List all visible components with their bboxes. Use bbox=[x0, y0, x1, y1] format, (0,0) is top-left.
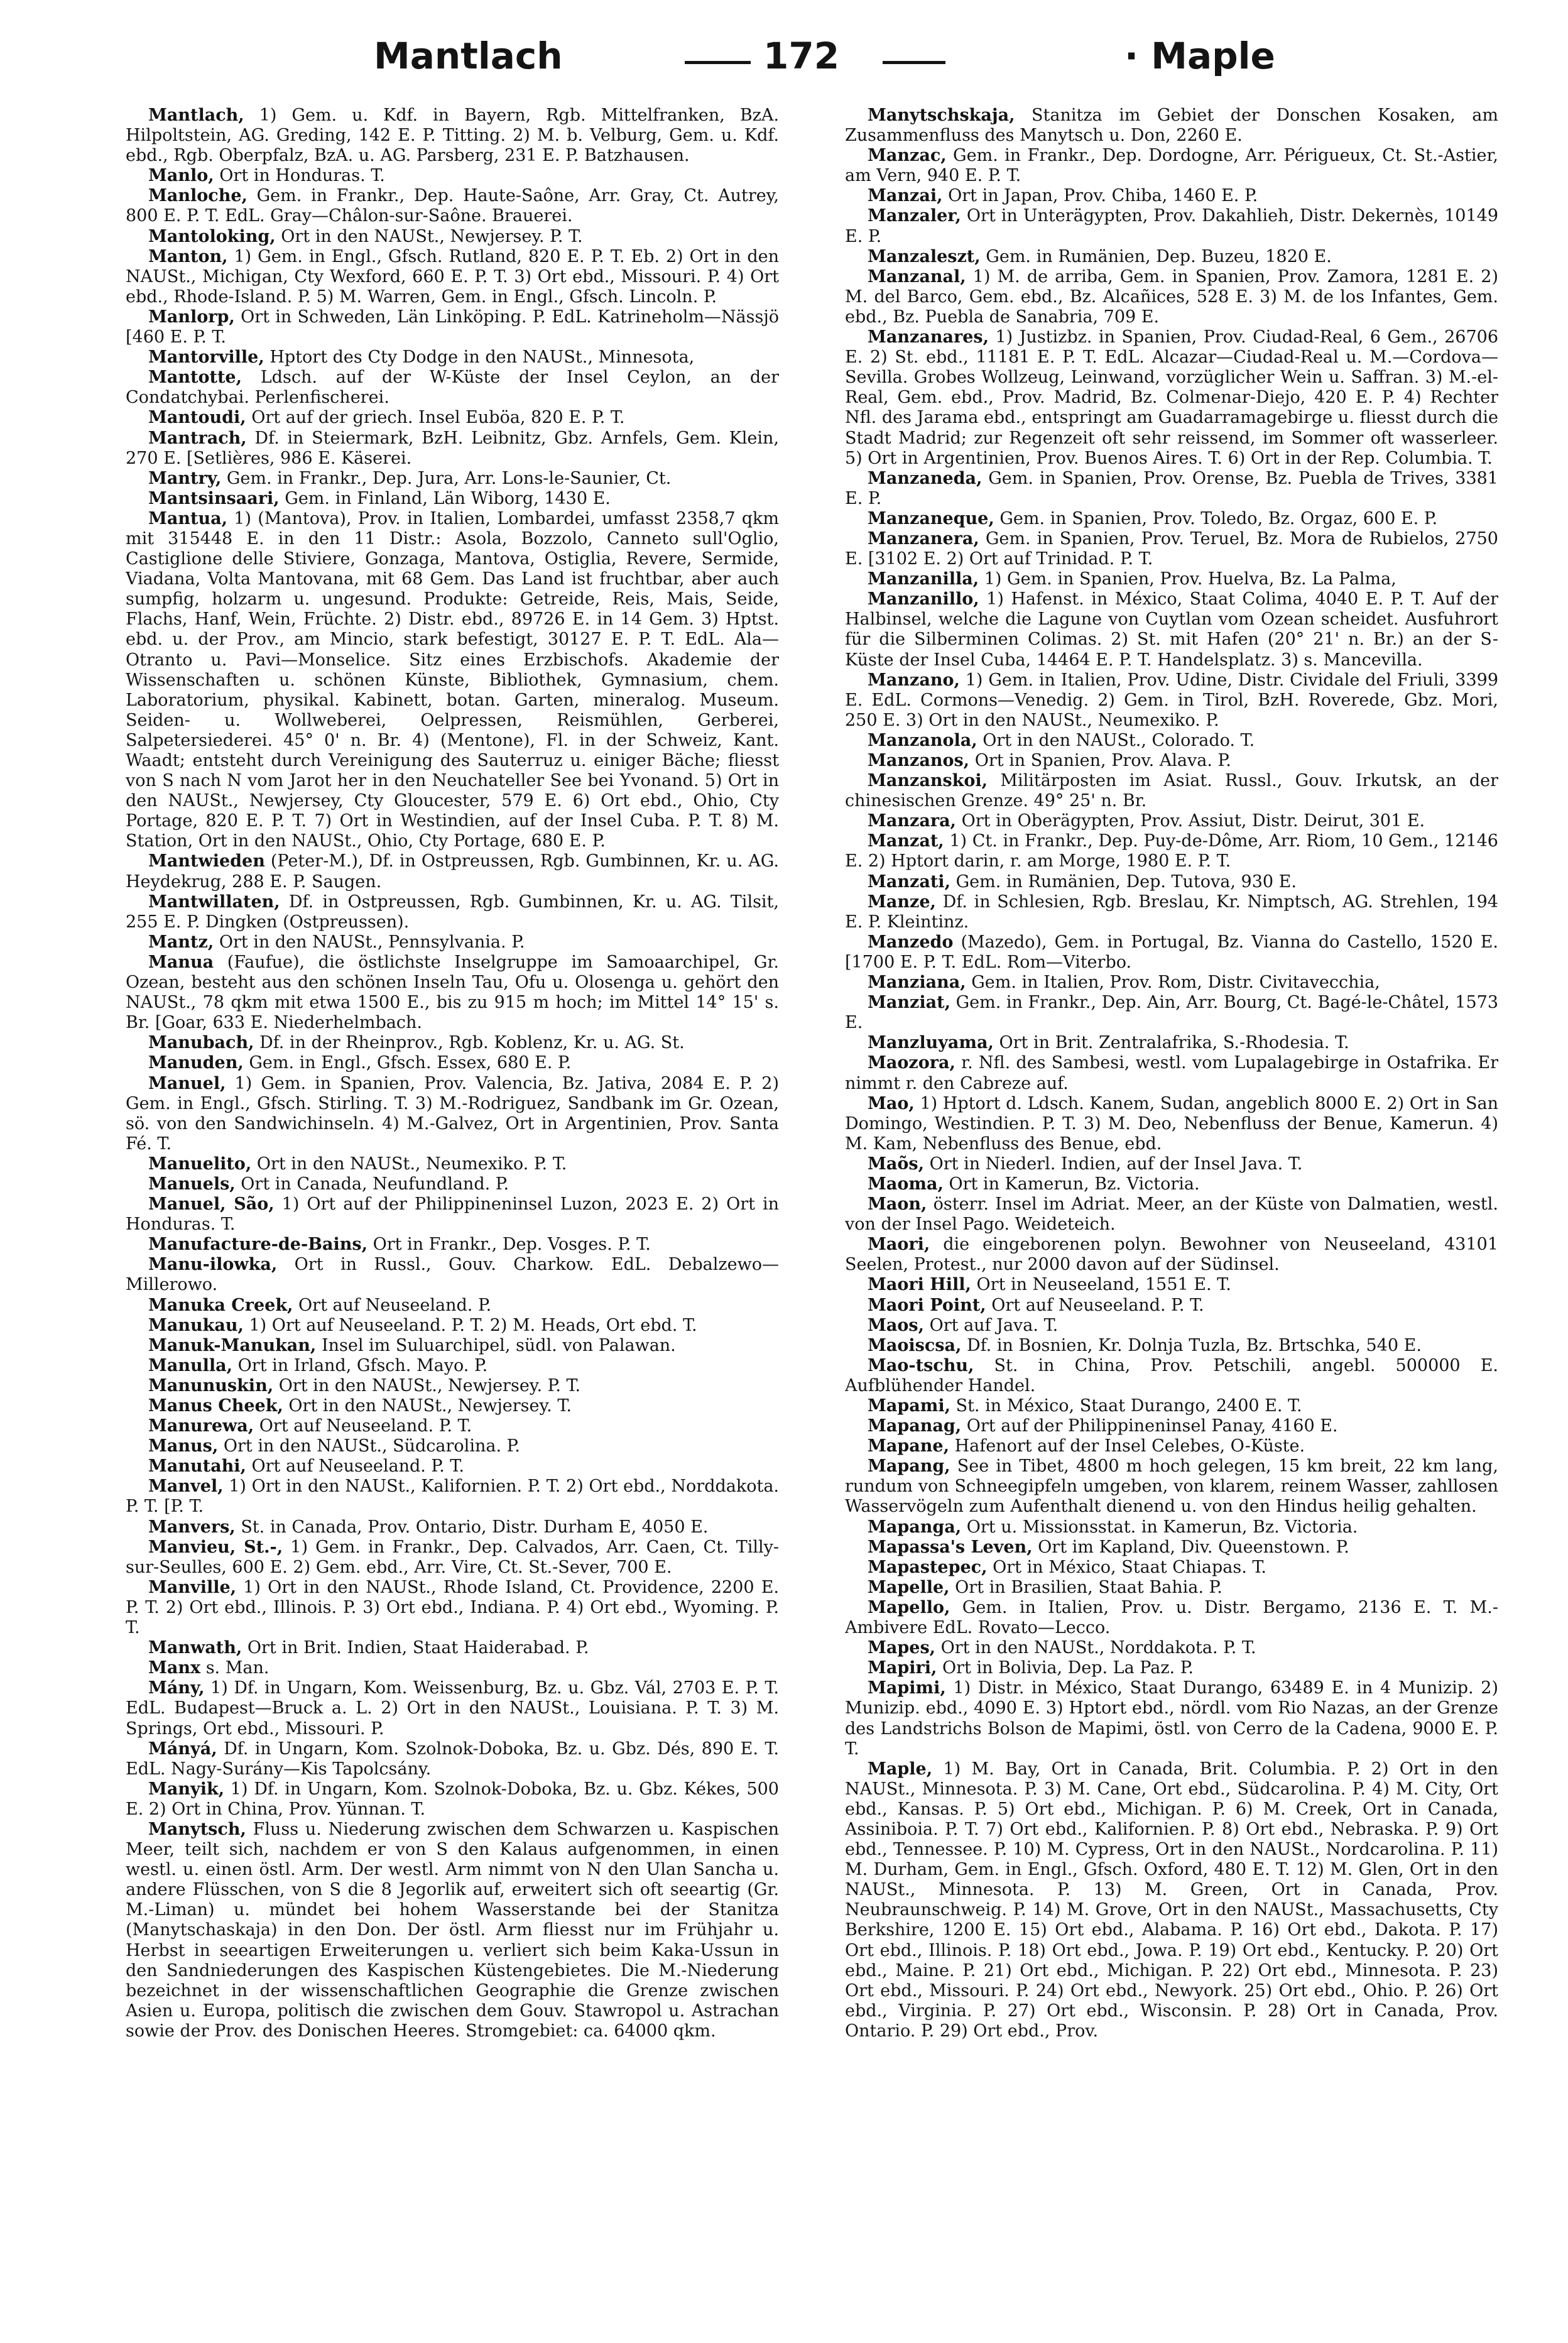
entry-text: (Mazedo), Gem. in Portugal, Bz. Vianna do Castello, 1520 E. [1700 E. P. T. EdL. Rom—Viterbo. bbox=[845, 932, 1498, 972]
entry-headword: Manus, bbox=[148, 1436, 219, 1456]
header-left-keyword: Mantlach bbox=[374, 35, 563, 77]
dictionary-entry bbox=[126, 1336, 779, 1356]
dictionary-entry bbox=[845, 1558, 1498, 1578]
entry-text: Ort auf Neuseeland. P. T. bbox=[991, 1295, 1204, 1315]
entry-headword: Maori Hill, bbox=[868, 1275, 971, 1295]
entry-headword: Manziana, bbox=[868, 973, 966, 993]
entry-text: Ort in den NAUSt., Pennsylvania. P. bbox=[219, 932, 525, 952]
entry-headword: Manvieu, St.-, bbox=[148, 1537, 283, 1557]
entry-text: 1) Gem. in Italien, Prov. Udine, Distr. Cividale del Friuli, 3399 E. EdL. Cormons—Venedig. 2) Gem. in Tirol, BzH. Roverede, Gbz. Mori, 250 E. 3) Ort in den NAUSt., Neumexiko. P. bbox=[845, 670, 1498, 730]
dictionary-entry bbox=[126, 1316, 779, 1336]
entry-text: 1) Distr. in México, Staat Durango, 63489 E. in 4 Munizip. 2) Munizip. ebd., 4090 E. 3) Hptort ebd., nördl. vom Rio Nazas, an der Grenze des Landstrichs Bolson de Mapimi, östl. von Cerro de la Cadena, 9000 E. P. T. bbox=[845, 1678, 1498, 1759]
dictionary-entry bbox=[845, 1235, 1498, 1275]
entry-headword: Manuels, bbox=[148, 1174, 236, 1194]
entry-headword: Manloche, bbox=[148, 186, 248, 206]
dictionary-entry bbox=[845, 1094, 1498, 1154]
dictionary-entry bbox=[845, 1759, 1498, 2041]
entry-headword: Manytsch, bbox=[148, 1819, 246, 1839]
dictionary-entry bbox=[126, 1517, 779, 1537]
entry-headword: Manzaneda, bbox=[868, 468, 983, 488]
entry-text: Gem. in Spanien, Prov. Teruel, Bz. Mora de Rubielos, 2750 E. [3102 E. 2) Ort auf Trinidad. P. T. bbox=[845, 528, 1498, 569]
entry-text: Ort auf Neuseeland. P. bbox=[298, 1295, 492, 1315]
dictionary-entry bbox=[845, 1678, 1498, 1759]
dictionary-entry bbox=[126, 408, 779, 428]
dictionary-entry bbox=[845, 327, 1498, 469]
entry-text: Gem. in Italien, Prov. Rom, Distr. Civitavecchia, bbox=[971, 973, 1380, 993]
entry-text: Ort in Brit. Indien, Staat Haiderabad. P. bbox=[247, 1638, 589, 1658]
dictionary-entry bbox=[126, 469, 779, 489]
entry-headword: Mány, bbox=[148, 1678, 205, 1698]
entry-headword: Manuelito, bbox=[148, 1154, 252, 1174]
dictionary-entry bbox=[126, 247, 779, 307]
entry-headword: Mapelle, bbox=[868, 1577, 950, 1597]
entry-text: Hafenort auf der Insel Celebes, O-Küste. bbox=[954, 1436, 1305, 1456]
entry-headword: Mantorville, bbox=[148, 347, 264, 368]
dictionary-entry bbox=[126, 307, 779, 347]
entry-text: Df. in Schlesien, Rgb. Breslau, Kr. Nimptsch, AG. Strehlen, 194 E. P. Kleintinz. bbox=[845, 892, 1498, 932]
entry-headword: Manzluyama, bbox=[868, 1033, 994, 1053]
dictionary-entry bbox=[845, 267, 1498, 327]
entry-headword: Manubach, bbox=[148, 1033, 254, 1053]
page-number: 172 bbox=[763, 35, 840, 77]
entry-headword: Maon, bbox=[868, 1194, 927, 1215]
entry-text: Ldsch. auf der W-Küste der Insel Ceylon, an der Condatchybai. Perlenfischerei. bbox=[126, 368, 779, 408]
entry-text: 1) Df. in Ungarn, Kom. Weissenburg, Bz. u. Gbz. Vál, 2703 E. P. T. EdL. Budapest—Bruck a. L. 2) Ort in den NAUSt., Louisiana. P. T. 3) M. Springs, Ort ebd., Missouri. P. bbox=[126, 1678, 779, 1739]
entry-headword: Manua bbox=[148, 952, 214, 972]
entry-text: Ort in Niederl. Indien, auf der Insel Java. T. bbox=[929, 1154, 1303, 1174]
dictionary-entry bbox=[845, 1154, 1498, 1174]
entry-headword: Mapane, bbox=[868, 1436, 949, 1456]
entry-text: Gem. in Frankr., Dep. Jura, Arr. Lons-le-Saunier, Ct. bbox=[226, 468, 672, 488]
entry-text: Gem. in Rumänien, Dep. Buzeu, 1820 E. bbox=[986, 246, 1332, 266]
dictionary-entry bbox=[845, 1658, 1498, 1678]
dictionary-entry bbox=[845, 973, 1498, 993]
dictionary-entry bbox=[845, 670, 1498, 731]
entry-headword: Manzanskoi, bbox=[868, 771, 988, 791]
entry-text: 1) Hafenst. in México, Staat Colima, 4040 E. P. T. Auf der Halbinsel, welche die Lagune von Cuytlan vom Ozean scheidet. Ausfuhrort für die Silberminen Colimas. 2) St. mit Hafen (20° 21' n. Br.) an der S-Küste der Insel Cuba, 14464 E. P. T. Handelsplatz. 3) s. Mancevilla. bbox=[845, 589, 1498, 670]
entry-headword: Mantua, bbox=[148, 508, 228, 528]
entry-headword: Manzano, bbox=[868, 670, 960, 690]
entry-text: 1) Gem. in Frankr., Dep. Calvados, Arr. Caen, Ct. Tilly-sur-Seulles, 600 E. 2) Gem. ebd., Arr. Vire, Ct. St.-Sever, 700 E. bbox=[126, 1537, 779, 1577]
entry-headword: Manzai, bbox=[868, 186, 943, 206]
dictionary-entry bbox=[845, 206, 1498, 246]
entry-text: Df. in Steiermark, BzH. Leibnitz, Gbz. Arnfels, Gem. Klein, 270 E. [Setlières, 986 E. Käserei. bbox=[126, 428, 779, 468]
entry-headword: Manzat, bbox=[868, 831, 944, 851]
entry-text: 1) Hptort d. Ldsch. Kanem, Sudan, angeblich 8000 E. 2) Ort in San Domingo, Westindien. P. T. 3) M. Deo, Nebenfluss der Benue, Kamerun. 4) M. Kam, Nebenfluss des Benue, ebd. bbox=[845, 1093, 1498, 1154]
entry-text: St. in Canada, Prov. Ontario, Distr. Durham E, 4050 E. bbox=[241, 1517, 709, 1537]
entry-text: Ort in den NAUSt., Neumexiko. P. T. bbox=[256, 1154, 567, 1174]
dictionary-entry bbox=[126, 1396, 779, 1416]
entry-text: Gem. in Rumänien, Dep. Tutova, 930 E. bbox=[956, 871, 1297, 892]
dictionary-entry bbox=[845, 589, 1498, 670]
entry-headword: Manuk-Manukan, bbox=[148, 1335, 317, 1355]
dictionary-entry bbox=[845, 106, 1498, 146]
entry-text: Ort auf Neuseeland. P. T. bbox=[259, 1416, 472, 1436]
entry-headword: Manulla, bbox=[148, 1355, 233, 1375]
entry-text: r. Nfl. des Sambesi, westl. vom Lupalagebirge in Ostafrika. Er nimmt r. den Cabreze auf. bbox=[845, 1053, 1498, 1093]
entry-text: Gem. in Frankr., Dep. Dordogne, Arr. Périgueux, Ct. St.-Astier, am Vern, 940 E. P. T. bbox=[845, 146, 1498, 186]
entry-text: See in Tibet, 4800 m hoch gelegen, 15 km breit, 22 km lang, rundum von Schneegipfeln umgeben, von klarem, reinem Wasser, zahllosen Wasservögeln zum Aufenthalt dienend u. von den Hindus heilig gehalten. bbox=[845, 1456, 1498, 1517]
entry-headword: Manuka Creek, bbox=[148, 1295, 293, 1315]
entry-text: Df. in der Rheinprov., Rgb. Koblenz, Kr. u. AG. St. bbox=[259, 1033, 685, 1053]
dictionary-entry bbox=[845, 1638, 1498, 1658]
dictionary-entry bbox=[126, 1356, 779, 1376]
dictionary-entry bbox=[126, 1416, 779, 1436]
left-column bbox=[126, 106, 779, 2317]
entry-headword: Manzanola, bbox=[868, 730, 977, 750]
dictionary-entry bbox=[126, 1235, 779, 1255]
entry-text: Ort in Honduras. T. bbox=[219, 166, 385, 186]
entry-headword: Manziat, bbox=[868, 993, 950, 1013]
dictionary-entry bbox=[845, 247, 1498, 267]
dictionary-entry bbox=[126, 1739, 779, 1779]
entry-text: 1) Justizbz. in Spanien, Prov. Ciudad-Real, 6 Gem., 26706 E. 2) St. ebd., 11181 E. P. T. EdL. Alcazar—Ciudad-Real u. M.—Cordova—Sevilla. Grobes Wollzeug, Leinwand, vorzüglicher Wein u. Saffran. 3) M.-el-Real, Gem. ebd., Prov. Madrid, Bz. Colmenar-Diejo, 420 E. P. 4) Rechter Nfl. des Jarama ebd., entspringt am Guadarramagebirge u. fliesst durch die Stadt Madrid; zur Regenzeit oft sehr reissend, im Sommer oft wasserleer. 5) Ort in Argentinien, Prov. Buenos Aires. T. 6) Ort in der Rep. Columbia. T. bbox=[845, 327, 1498, 468]
dictionary-entry bbox=[845, 1456, 1498, 1517]
dictionary-entry bbox=[845, 771, 1498, 811]
entry-text: Ort in Irland, Gfsch. Mayo. P. bbox=[237, 1355, 488, 1375]
entry-text: Ort in Spanien, Prov. Alava. P. bbox=[974, 751, 1231, 770]
dictionary-entry bbox=[845, 1578, 1498, 1598]
entry-headword: Mantry, bbox=[148, 468, 222, 488]
entry-headword: Manus Cheek, bbox=[148, 1396, 283, 1416]
dictionary-entry bbox=[126, 1174, 779, 1194]
dictionary-entry bbox=[845, 1053, 1498, 1093]
entry-headword: Mapello, bbox=[868, 1597, 950, 1617]
entry-headword: Manzanilla, bbox=[868, 569, 979, 589]
dictionary-entry bbox=[126, 1154, 779, 1174]
entry-headword: Mantlach, bbox=[148, 106, 244, 125]
entry-headword: Mantotte, bbox=[148, 368, 242, 388]
dictionary-entry bbox=[126, 489, 779, 509]
entry-headword: Mantrach, bbox=[148, 428, 247, 448]
entry-text: Ort in den NAUSt., Norddakota. P. T. bbox=[940, 1638, 1256, 1658]
right-column bbox=[845, 106, 1498, 2317]
entry-text: 1) Gem. u. Kdf. in Bayern, Rgb. Mittelfranken, BzA. Hilpoltstein, AG. Greding, 142 E. P. Titting. 2) M. b. Velburg, Gem. u. Kdf. ebd., Rgb. Oberpfalz, BzA. u. AG. Parsberg, 231 E. P. Batzhausen. bbox=[126, 106, 779, 166]
entry-headword: Mapes, bbox=[868, 1638, 936, 1658]
entry-headword: Manvers, bbox=[148, 1517, 236, 1537]
entry-text: Ort in Schweden, Län Linköping. P. EdL. Katrineholm—Nässjö [460 E. P. T. bbox=[126, 307, 779, 347]
entry-headword: Maoma, bbox=[868, 1174, 944, 1194]
entry-text: Ort auf Java. T. bbox=[929, 1315, 1059, 1335]
entry-text: Gem. in Engl., Gfsch. Essex, 680 E. P. bbox=[249, 1053, 572, 1073]
dictionary-entry bbox=[845, 1436, 1498, 1456]
dictionary-entry bbox=[845, 731, 1498, 751]
dictionary-entry bbox=[126, 1456, 779, 1477]
entry-text: Ort in Russl., Gouv. Charkow. EdL. Debalzewo—Millerowo. bbox=[126, 1255, 779, 1295]
entry-headword: Manlorp, bbox=[148, 307, 235, 327]
entry-text: (Peter-M.), Df. in Ostpreussen, Rgb. Gumbinnen, Kr. u. AG. Heydekrug, 288 E. P. Saugen. bbox=[126, 851, 779, 892]
entry-headword: Mapang, bbox=[868, 1456, 950, 1477]
entry-text: Stanitza im Gebiet der Donschen Kosaken, am Zusammenfluss des Manytsch u. Don, 2260 E. bbox=[845, 106, 1498, 146]
dictionary-entry bbox=[126, 1053, 779, 1073]
entry-headword: Manzaler, bbox=[868, 206, 961, 226]
entry-headword: Manukau, bbox=[148, 1315, 244, 1335]
entry-headword: Mantsinsaari, bbox=[148, 488, 280, 508]
dictionary-entry bbox=[845, 1416, 1498, 1436]
entry-headword: Manuden, bbox=[148, 1053, 244, 1073]
entry-text: 1) Ort auf der Philippineninsel Luzon, 2023 E. 2) Ort in Honduras. T. bbox=[126, 1194, 779, 1235]
entry-text: 1) M. de arriba, Gem. in Spanien, Prov. Zamora, 1281 E. 2) M. del Barco, Gem. ebd., Bz. Alcañices, 528 E. 3) M. de los Infantes, Gem. ebd., Bz. Puebla de Sanabria, 709 E. bbox=[845, 266, 1498, 327]
dictionary-entry bbox=[126, 1578, 779, 1638]
entry-text: Gem. in Italien, Prov. u. Distr. Bergamo, 2136 E. T. M.-Ambivere EdL. Rovato—Lecco. bbox=[845, 1597, 1498, 1638]
entry-headword: Maori, bbox=[868, 1235, 930, 1255]
entry-text: Ort in Unterägypten, Prov. Dakahlieh, Distr. Dekernès, 10149 E. P. bbox=[845, 206, 1498, 246]
entry-headword: Manutahi, bbox=[148, 1456, 246, 1477]
entry-text: 1) Gem. in Spanien, Prov. Valencia, Bz. Jativa, 2084 E. P. 2) Gem. in Engl., Gfsch. Stirling. T. 3) M.-Rodriguez, Sandbank im Gr. Ozean, sö. von den Sandwichinseln. 4) M.-Galvez, Ort in Argentinien, Prov. Santa Fé. T. bbox=[126, 1073, 779, 1154]
dictionary-entry bbox=[845, 1033, 1498, 1053]
entry-text: Ort in Bolivia, Dep. La Paz. P. bbox=[942, 1658, 1194, 1678]
entry-headword: Manunuskin, bbox=[148, 1375, 274, 1395]
entry-text: 1) Ort in den NAUSt., Kalifornien. P. T. 2) Ort ebd., Norddakota. P. T. [P. T. bbox=[126, 1477, 779, 1517]
entry-text: (Faufue), die östlichste Inselgruppe im Samoaarchipel, Gr. Ozean, besteht aus den schönen Inseln Tau, Ofu u. Olosenga u. gehört den NAUSt., 78 qkm mit etwa 1500 E., bis zu 915 m hoch; im Mittel 14° 15' s. Br. [Goar, 633 E. Niederhelmbach. bbox=[126, 952, 779, 1033]
entry-text: Ort in Japan, Prov. Chiba, 1460 E. P. bbox=[948, 186, 1258, 206]
entry-headword: Manzara, bbox=[868, 811, 956, 831]
entry-headword: Mapanga, bbox=[868, 1517, 962, 1537]
entry-text: Df. in Ostpreussen, Rgb. Gumbinnen, Kr. u. AG. Tilsit, 255 E. P. Dingken (Ostpreussen). bbox=[126, 892, 779, 932]
dictionary-entry bbox=[845, 1396, 1498, 1416]
entry-headword: Mantoloking, bbox=[148, 226, 276, 246]
entry-headword: Maoiscsa, bbox=[868, 1335, 962, 1355]
entry-text: Ort in den NAUSt., Newjersey. T. bbox=[288, 1396, 572, 1416]
entry-headword: Mao, bbox=[868, 1093, 915, 1113]
entry-text: Hptort des Cty Dodge in den NAUSt., Minnesota, bbox=[270, 347, 695, 368]
dictionary-entry bbox=[126, 1255, 779, 1295]
entry-text: Insel im Suluarchipel, südl. von Palawan. bbox=[321, 1335, 676, 1355]
dictionary-entry bbox=[126, 186, 779, 226]
entry-text: Gem. in Spanien, Prov. Orense, Bz. Puebla de Trives, 3381 E. P. bbox=[845, 468, 1498, 508]
entry-headword: Manzanera, bbox=[868, 528, 979, 549]
entry-headword: Mapami, bbox=[868, 1396, 950, 1416]
entry-text: 1) M. Bay, Ort in Canada, Brit. Columbia. P. 2) Ort in den NAUSt., Minnesota. P. 3) M. Cane, Ort ebd., Südcarolina. P. 4) M. City, Ort ebd., Kansas. P. 5) Ort ebd., Michigan. P. 6) M. Creek, Ort in Canada, Assiniboia. P. T. 7) Ort ebd., Kalifornien. P. 8) Ort ebd., Nebraska. P. 9) Ort ebd., Tennessee. P. 10) M. Cypress, Ort in den NAUSt., Nordcarolina. P. 11) M. Durham, Gem. in Engl., Gfsch. Oxford, 480 E. T. 12) M. Glen, Ort in den NAUSt., Minnesota. P. 13) M. Green, Ort in Canada, Prov. Neubraunschweig. P. 14) M. Grove, Ort in den NAUSt., Massachusetts, Cty Berkshire, 1200 E. 15) Ort ebd., Alabama. P. 16) Ort ebd., Dakota. P. 17) Ort ebd., Illinois. P. 18) Ort ebd., Jowa. P. 19) Ort ebd., Kentucky. P. 20) Ort ebd., Maine. P. 21) Ort ebd., Michigan. P. 22) Ort ebd., Minnesota. P. 23) Ort ebd., Missouri. P. 24) Ort ebd., Newyork. 25) Ort ebd., Ohio. P. 26) Ort ebd., Virginia. P. 27) Ort ebd., Wisconsin. P. 28) Ort in Canada, Prov. Ontario. P. 29) Ort ebd., Prov. bbox=[845, 1759, 1498, 2041]
entry-headword: Manzac, bbox=[868, 146, 947, 166]
dictionary-entry bbox=[126, 1678, 779, 1739]
entry-text: 1) Gem. in Spanien, Prov. Huelva, Bz. La Palma, bbox=[984, 569, 1396, 589]
entry-headword: Maple, bbox=[868, 1759, 933, 1779]
dictionary-entry bbox=[126, 1658, 779, 1678]
entry-headword: Mao-tschu, bbox=[868, 1355, 974, 1375]
entry-text: Ort in den NAUSt., Newjersey. P. T. bbox=[278, 1375, 581, 1395]
entry-text: Ort in Brit. Zentralafrika, S.-Rhodesia. T. bbox=[999, 1033, 1349, 1053]
entry-headword: Maos, bbox=[868, 1315, 924, 1335]
entry-headword: Manurewa, bbox=[148, 1416, 254, 1436]
entry-text: Ort auf der griech. Insel Euböa, 820 E. P. T. bbox=[251, 408, 625, 428]
dictionary-entry bbox=[845, 1275, 1498, 1295]
entry-headword: Manuel, bbox=[148, 1073, 226, 1093]
dictionary-entry bbox=[126, 1194, 779, 1235]
dictionary-entry bbox=[845, 1517, 1498, 1537]
dictionary-entry bbox=[845, 1537, 1498, 1558]
entry-headword: Manzedo bbox=[868, 932, 954, 952]
entry-headword: Manzanillo, bbox=[868, 589, 979, 609]
entry-headword: Maori Point, bbox=[868, 1295, 986, 1315]
entry-text: St. in China, Prov. Petschili, angebl. 500000 E. Aufblühender Handel. bbox=[845, 1355, 1498, 1395]
dictionary-entry bbox=[126, 892, 779, 932]
entry-headword: Manzanares, bbox=[868, 327, 989, 347]
dictionary-entry bbox=[126, 1638, 779, 1658]
entry-headword: Mantoudi, bbox=[148, 408, 246, 428]
header-right-keyword: · Maple bbox=[1124, 35, 1275, 77]
dictionary-entry bbox=[845, 469, 1498, 509]
dictionary-entry bbox=[845, 1174, 1498, 1194]
entry-headword: Mantwillaten, bbox=[148, 892, 280, 912]
entry-text: österr. Insel im Adriat. Meer, an der Küste von Dalmatien, westl. von der Insel Pago. Weideteich. bbox=[845, 1194, 1498, 1235]
dictionary-entry bbox=[845, 1598, 1498, 1638]
dictionary-entry bbox=[126, 429, 779, 469]
entry-headword: Mapassa's Leven, bbox=[868, 1537, 1033, 1557]
entry-headword: Mapimi, bbox=[868, 1678, 946, 1698]
entry-text: Ort in Brasilien, Staat Bahia. P. bbox=[955, 1577, 1222, 1597]
entry-text: 1) (Mantova), Prov. in Italien, Lombardei, umfasst 2358,7 qkm mit 315448 E. in den 11 Distr.: Asola, Bozzolo, Canneto sull'Oglio, Castiglione delle Stiviere, Gonzaga, Mantova, Ostiglia, Revere, Sermide, Viadana, Volta Mantovana, mit 68 Gem. Das Land ist fruchtbar, aber auch sumpfig, holzarm u. ungesund. Produkte: Getreide, Reis, Mais, Seide, Flachs, Hanf, Wein, Früchte. 2) Distr. ebd., 89726 E. in 14 Gem. 3) Hptst. ebd. u. der Prov., am Mincio, stark befestigt, 30127 E. P. T. EdL. Ala—Otranto u. Pavi—Monselice. Sitz eines Erzbischofs. Akademie der Wissenschaften u. schönen Künste, Bibliothek, Gymnasium, chem. Laboratorium, physikal. Kabinett, botan. Garten, mineralog. Museum. Seiden- u. Wollweberei, Oelpressen, Reismühlen, Gerberei, Salpetersiederei. 45° 0' n. Br. 4) (Mentone), Fl. in der Schweiz, Kant. Waadt; entsteht durch Vereinigung des Sauterruz u. einiger Bäche; fliesst von S nach N vom Jarot her in den Neuchateller See bei Yvonand. 5) Ort in den NAUSt., Newjersey, Cty Gloucester, 579 E. 6) Ort ebd., Ohio, Cty Portage, 820 E. P. T. 7) Ort in Westindien, auf der Insel Cuba. P. T. 8) M. Station, Ort in den NAUSt., Ohio, Cty Portage, 680 E. P. bbox=[126, 508, 779, 851]
entry-headword: Manufacture-de-Bains, bbox=[148, 1235, 368, 1255]
dictionary-entry bbox=[126, 1477, 779, 1517]
entry-text: Ort in den NAUSt., Newjersey. P. T. bbox=[281, 226, 583, 246]
entry-headword: Manlo, bbox=[148, 166, 214, 186]
entry-text: Ort auf Neuseeland. P. T. bbox=[251, 1456, 464, 1477]
dictionary-entry bbox=[126, 1296, 779, 1316]
page-header bbox=[126, 35, 1442, 91]
entry-headword: Manzaneque, bbox=[868, 508, 994, 528]
entry-text: Ort in Oberägypten, Prov. Assiut, Distr. Deirut, 301 E. bbox=[961, 811, 1425, 831]
dictionary-entry bbox=[126, 227, 779, 247]
dictionary-entry bbox=[845, 831, 1498, 871]
entry-headword: Maõs, bbox=[868, 1154, 924, 1174]
entry-text: Gem. in Finland, Län Wiborg, 1430 E. bbox=[285, 488, 611, 508]
entry-text: s. Man. bbox=[205, 1658, 270, 1678]
dictionary-entry bbox=[845, 569, 1498, 589]
dictionary-entry bbox=[126, 166, 779, 186]
dictionary-entry bbox=[126, 1376, 779, 1396]
entry-text: Gem. in Frankr., Dep. Haute-Saône, Arr. Gray, Ct. Autrey, 800 E. P. T. EdL. Gray—Châlon-sur-Saône. Brauerei. bbox=[126, 186, 779, 226]
dictionary-entry bbox=[845, 1194, 1498, 1235]
dictionary-entry bbox=[845, 1316, 1498, 1336]
dictionary-entry bbox=[845, 811, 1498, 831]
dictionary-entry bbox=[126, 953, 779, 1033]
dictionary-entry bbox=[126, 932, 779, 953]
dictionary-entry bbox=[126, 1537, 779, 1578]
dictionary-entry bbox=[845, 892, 1498, 932]
dictionary-entry bbox=[126, 106, 779, 166]
entry-headword: Manytschskaja, bbox=[868, 106, 1015, 125]
entry-text: 1) Ort in den NAUSt., Rhode Island, Ct. Providence, 2200 E. P. T. 2) Ort ebd., Illinois. P. 3) Ort ebd., Indiana. P. 4) Ort ebd., Wyoming. P. T. bbox=[126, 1577, 779, 1638]
entry-text: Df. in Bosnien, Kr. Dolnja Tuzla, Bz. Brtschka, 540 E. bbox=[966, 1335, 1422, 1355]
entry-text: 1) Ort auf Neuseeland. P. T. 2) M. Heads, Ort ebd. T. bbox=[249, 1315, 697, 1335]
dictionary-entry bbox=[845, 146, 1498, 186]
dictionary-entry bbox=[845, 993, 1498, 1033]
entry-text: Ort in Neuseeland, 1551 E. T. bbox=[976, 1275, 1231, 1295]
entry-headword: Manx bbox=[148, 1658, 201, 1678]
dictionary-entry bbox=[845, 1356, 1498, 1396]
dictionary-entry bbox=[845, 1336, 1498, 1356]
header-dash-right bbox=[883, 61, 945, 64]
entry-text: Ort auf der Philippineninsel Panay, 4160 E. bbox=[966, 1416, 1338, 1436]
dictionary-entry bbox=[126, 509, 779, 852]
entry-headword: Manzati, bbox=[868, 871, 950, 892]
entry-text: Ort in Canada, Neufundland. P. bbox=[241, 1174, 509, 1194]
entry-headword: Manuel, São, bbox=[148, 1194, 275, 1215]
entry-headword: Mapastepec, bbox=[868, 1557, 988, 1577]
dictionary-entry bbox=[126, 1820, 779, 2041]
entry-text: Militärposten im Asiat. Russl., Gouv. Irkutsk, an der chinesischen Grenze. 49° 25' n. Br. bbox=[845, 771, 1498, 811]
entry-text: 1) Gem. in Engl., Gfsch. Rutland, 820 E. P. T. Eb. 2) Ort in den NAUSt., Michigan, Cty Wexford, 660 E. P. T. 3) Ort ebd., Missouri. P. 4) Ort ebd., Rhode-Island. P. 5) M. Warren, Gem. in Engl., Gfsch. Lincoln. P. bbox=[126, 246, 779, 307]
entry-headword: Manyik, bbox=[148, 1779, 225, 1799]
entry-text: Ort u. Missionsstat. in Kamerun, Bz. Victoria. bbox=[966, 1517, 1358, 1537]
entry-headword: Mantz, bbox=[148, 932, 214, 952]
dictionary-entry bbox=[126, 1074, 779, 1154]
entry-text: Df. in Ungarn, Kom. Szolnok-Doboka, Bz. u. Gbz. Dés, 890 E. T. EdL. Nagy-Surány—Kis Tapolcsány. bbox=[126, 1739, 779, 1779]
entry-headword: Mapanag, bbox=[868, 1416, 962, 1436]
dictionary-entry bbox=[126, 1033, 779, 1053]
entry-text: Ort in México, Staat Chiapas. T. bbox=[993, 1557, 1266, 1577]
entry-headword: Manze, bbox=[868, 892, 936, 912]
entry-headword: Manzanal, bbox=[868, 266, 966, 287]
entry-text: Gem. in Spanien, Prov. Toledo, Bz. Orgaz, 600 E. P. bbox=[999, 508, 1438, 528]
entry-headword: Manzanos, bbox=[868, 751, 970, 770]
entry-headword: Manzaleszt, bbox=[868, 246, 981, 266]
entry-headword: Manu-ilowka, bbox=[148, 1255, 278, 1275]
entry-headword: Mantwieden bbox=[148, 851, 265, 871]
dictionary-entry bbox=[845, 872, 1498, 892]
dictionary-entry bbox=[845, 1296, 1498, 1316]
dictionary-entry bbox=[845, 509, 1498, 529]
entry-text: Ort in den NAUSt., Colorado. T. bbox=[983, 730, 1255, 750]
dictionary-entry bbox=[845, 932, 1498, 973]
entry-headword: Manwath, bbox=[148, 1638, 242, 1658]
entry-text: Ort in Frankr., Dep. Vosges. P. T. bbox=[373, 1235, 651, 1255]
dictionary-entry bbox=[126, 1779, 779, 1820]
entry-text: 1) Ct. in Frankr., Dep. Puy-de-Dôme, Arr. Riom, 10 Gem., 12146 E. 2) Hptort darin, r. am Morge, 1980 E. P. T. bbox=[845, 831, 1498, 871]
dictionary-entry bbox=[126, 347, 779, 368]
entry-text: die eingeborenen polyn. Bewohner von Neuseeland, 43101 Seelen, Protest., nur 2000 davon auf der Südinsel. bbox=[845, 1235, 1498, 1275]
entry-text: Fluss u. Niederung zwischen dem Schwarzen u. Kaspischen Meer, teilt sich, nachdem er von S den Kalaus aufgenommen, in einen westl. u. einen östl. Arm. Der westl. Arm nimmt von N den Ulan Sancha u. andere Flüsschen, von S die 8 Jegorlik auf, erweitert sich oft seeartig (Gr. M.-Liman) u. mündet bei hohem Wasserstande bei der Stanitza (Manytschaskaja) in den Don. Der östl. Arm fliesst nur im Frühjahr u. Herbst in seeartigen Erweiterungen u. verliert sich beim Kaka-Ussun in den Sandniederungen des Kaspischen Küstengebietes. Die M.-Niederung bezeichnet in der wissenschaftlichen Geographie die Grenze zwischen Asien u. Europa, politisch die zwischen dem Gouv. Stawropol u. Astrachan sowie der Prov. des Donischen Heeres. Stromgebiet: ca. 64000 qkm. bbox=[126, 1819, 779, 2041]
entry-headword: Manvel, bbox=[148, 1477, 224, 1497]
entry-text: Ort in den NAUSt., Südcarolina. P. bbox=[223, 1436, 520, 1456]
entry-text: Ort in Kamerun, Bz. Victoria. bbox=[949, 1174, 1200, 1194]
entry-headword: Maozora, bbox=[868, 1053, 956, 1073]
dictionary-entry bbox=[126, 368, 779, 408]
dictionary-entry bbox=[126, 1436, 779, 1456]
entry-headword: Manville, bbox=[148, 1577, 237, 1597]
dictionary-entry bbox=[845, 529, 1498, 569]
dictionary-entry bbox=[845, 751, 1498, 771]
header-dash-left bbox=[685, 61, 751, 64]
entry-text: Ort im Kapland, Div. Queenstown. P. bbox=[1038, 1537, 1349, 1557]
entry-headword: Manton, bbox=[148, 246, 228, 266]
entry-headword: Mányá, bbox=[148, 1739, 217, 1759]
entry-text: St. in México, Staat Durango, 2400 E. T. bbox=[956, 1396, 1302, 1416]
entry-text: 1) Df. in Ungarn, Kom. Szolnok-Doboka, Bz. u. Gbz. Kékes, 500 E. 2) Ort in China, Prov. Yünnan. T. bbox=[126, 1779, 779, 1819]
dictionary-entry bbox=[845, 186, 1498, 206]
entry-text: Gem. in Frankr., Dep. Ain, Arr. Bourg, Ct. Bagé-le-Châtel, 1573 E. bbox=[845, 993, 1498, 1033]
entry-headword: Mapiri, bbox=[868, 1658, 937, 1678]
dictionary-entry bbox=[126, 851, 779, 892]
